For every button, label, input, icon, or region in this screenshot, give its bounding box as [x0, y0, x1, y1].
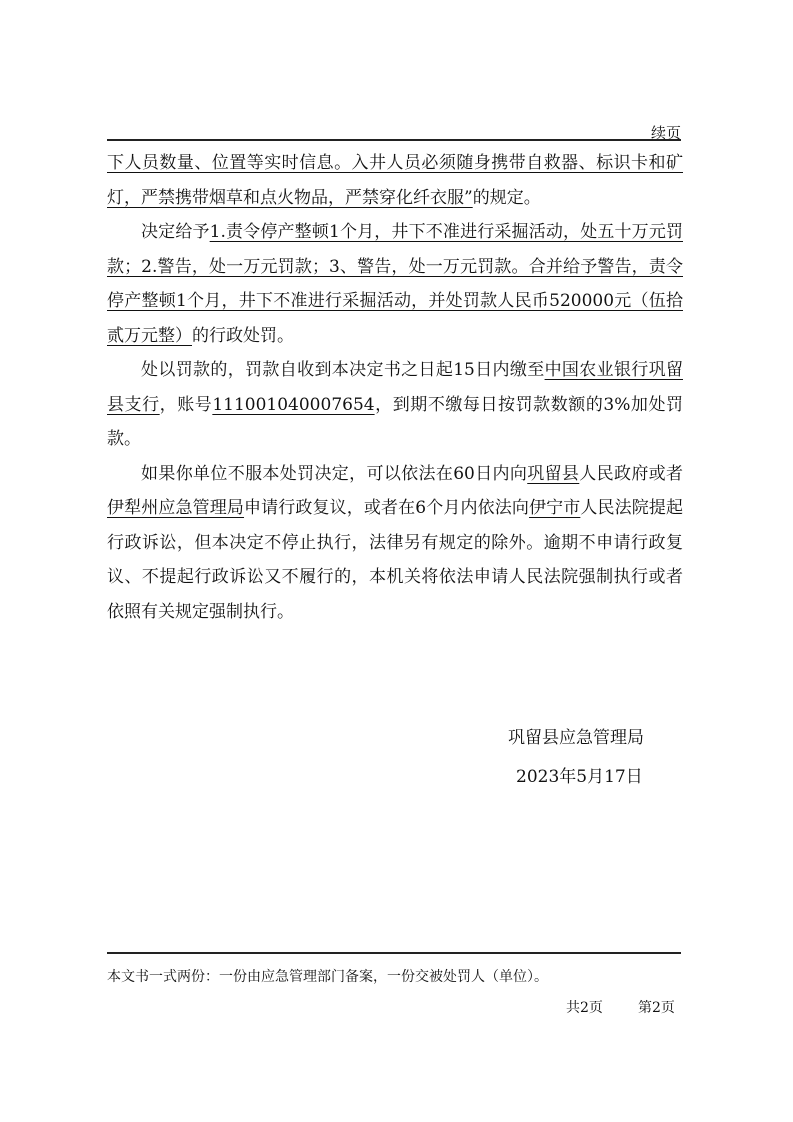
penalty-details: 1.责令停产整顿1个月，井下不准进行采掘活动，处五十万元罚款；2.警告，处一万元罚款；3、警告，处一万元罚款。合并给予警告，责令停产整顿1个月，井下不准进行采掘活动，并处罚款人民币520000元（伍拾贰万元整） — [107, 222, 683, 346]
county-government: 巩留县 — [527, 463, 580, 484]
paragraph-2-decision — [107, 215, 683, 353]
text: 人民法院提起行政诉讼，但本决定不停止执行，法律另有规定的除外。逾期不申请行政复议、不提起行政诉讼又不履行的，本机关将依法申请人民法院强制执行或者依照有关规定强制执行。 — [107, 498, 684, 622]
text: 如果你单位不服本处罚决定，可以依法在60日内向 — [141, 463, 528, 484]
issue-date: 2023年5月17日 — [516, 767, 643, 787]
footer-note: 本文书一式两份：一份由应急管理部门备案，一份交被处罚人（单位）。 — [107, 969, 548, 985]
paragraph-4-appeal — [107, 457, 683, 630]
text: 申请行政复议，或者在6个月内依法向 — [244, 498, 529, 518]
document-body — [107, 146, 683, 629]
header-rule — [107, 139, 681, 141]
account-number: 111001040007654 — [212, 394, 375, 415]
text: 决定给予 — [141, 222, 210, 242]
paragraph-3-payment — [107, 353, 683, 457]
review-authority: 伊犁州应急管理局 — [107, 498, 245, 518]
text: ，账号 — [159, 394, 213, 415]
footer-rule — [107, 952, 681, 954]
text: 处以罚款的，罚款自收到本决定书之日起15日内缴至 — [141, 360, 545, 380]
underlined-text: 下人员数量、位置等实时信息。入井人员必须随身携带自救器、标识卡和矿灯，严禁携带烟草和点火物品，严禁穿化纤衣服” — [107, 153, 683, 208]
continued-label: 续页 — [651, 124, 682, 142]
paragraph-1 — [107, 146, 683, 215]
total-pages: 共2页 — [566, 1000, 603, 1016]
bank-name: 中国农业银行巩留县支行 — [107, 360, 683, 415]
current-page: 第2页 — [638, 1000, 675, 1016]
text: 的行政处罚。 — [192, 325, 294, 346]
text: 的规定。 — [472, 187, 541, 208]
text: 人民政府或者 — [579, 463, 684, 484]
court-city: 伊宁市 — [528, 498, 581, 518]
issuing-organization: 巩留县应急管理局 — [508, 728, 644, 748]
text: ，到期不缴每日按罚款数额的3%加处罚款。 — [107, 394, 684, 449]
